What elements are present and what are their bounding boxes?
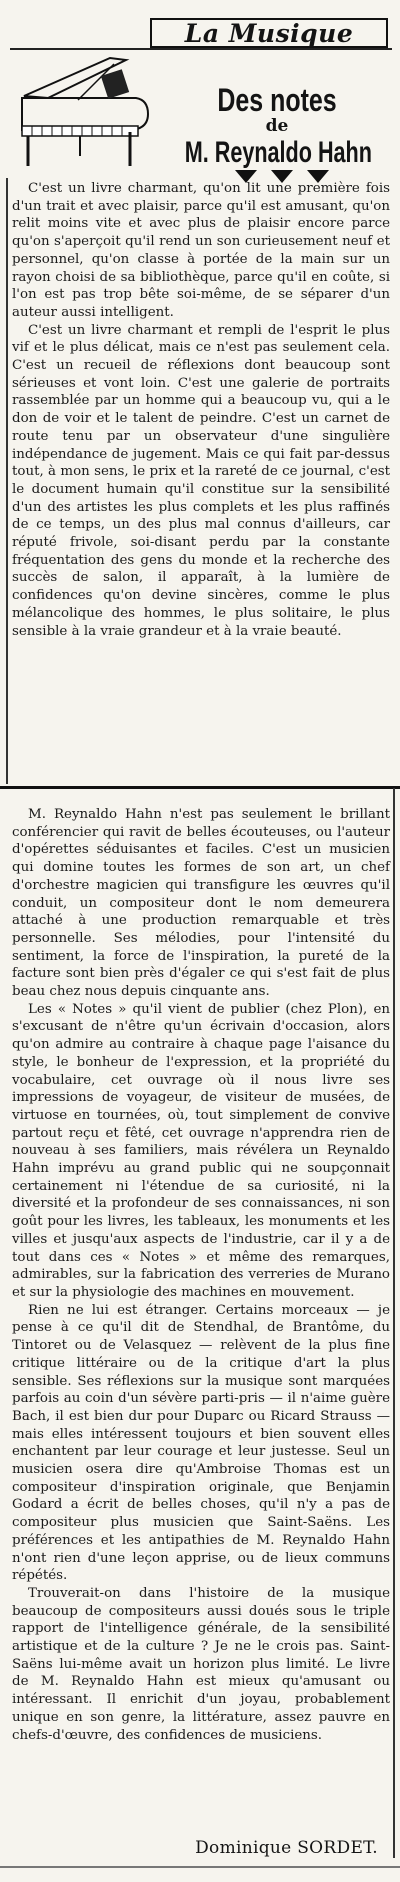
paragraph: M. Reynaldo Hahn n'est pas seulement le brillant conférencier qui ravit de belles écouteuses, ou l'auteur d'opérettes séduisantes et faciles. C'est un musicien qui domine toutes les formes de son art, un chef d'orchestre magicien qui transfigure les œuvres qu'il conduit, un compositeur dont le nom demeurera attaché à une production remarquable et très personnelle. Ses mélodies, pour l'intensité du sentiment, la force de l'inspiration, la pureté de la facture sont bien près d'égaler ce qui s'est fait de plus beau chez nous depuis cinquante ans.	[12, 807, 390, 1000]
paragraph: Trouverait-on dans l'histoire de la musique beaucoup de compositeurs aussi doués sous le triple rapport de l'intelligence générale, de la sensibilité artistique et de la culture ? Je ne le crois pas. Saint-Saëns lui-même avait un horizon plus limité. Le livre de M. Reynaldo Hahn est mieux qu'amusant ou intéressant. Il enrichit d'un joyau, probablement unique en son genre, la littérature, assez pauvre en chefs-d'œuvre, des confidences de musiciens.	[12, 1585, 390, 1743]
header-rule	[10, 48, 392, 50]
article-part-1	[12, 180, 390, 640]
section-banner: La Musique	[150, 18, 388, 48]
paragraph: Les « Notes » qu'il vient de publier (chez Plon), en s'excusant de n'être qu'un écrivain d'occasion, alors qu'on admire au contraire à chaque page l'aisance du style, le bonheur de l'expression, et la propriété du vocabulaire, cet ouvrage où il nous livre ses impressions de voyageur, de visiteur de musées, de virtuose en tournées, où, tout simplement de convive partout reçu et fêté, cet ouvrage n'apprendra rien de nouveau à ses familiers, mais révélera un Reynaldo Hahn imprévu au grand public qui ne soupçonnait certainement ni l'étendue de sa curiosité, ni la diversité et la profondeur de ses connaissances, ni son goût pour les livres, les tableaux, les monuments et les villes et jusqu'aux aspects de l'industrie, car il y a de tout dans ces « Notes » et même des remarques, admirables, sur la fabrication des verreries de Murano et sur la physiologie des machines en mouvement.	[12, 1001, 390, 1300]
paragraph: C'est un livre charmant, qu'on lit une première fois d'un trait et avec plaisir, parce qu'il est amusant, qu'on relit moins vite et avec plus de plaisir encore parce qu'on s'aperçoit qu'il rend un son curieusement neuf et personnel, qu'on classe à portée de la main sur un rayon choisi de sa bibliothèque, parce qu'il en coûte, si l'on est pas trop bête soi-même, de se séparer d'un auteur aussi intelligent.	[12, 181, 390, 320]
column-separator	[0, 786, 400, 789]
column-rule-left	[6, 178, 8, 784]
article-part-2	[12, 806, 390, 1744]
bottom-rule	[0, 1866, 400, 1868]
paragraph: C'est un livre charmant et rempli de l'esprit le plus vif et le plus délicat, mais ce n'est pas seulement cela. C'est un recueil de réflexions dont beaucoup sont sérieuses et vont loin. C'est une galerie de portraits rassemblée par un homme qui a beaucoup vu, qui a le don de voir et le talent de peindre. C'est un carnet de route tenu par un observateur d'une singulière indépendance de jugement. Mais ce qui fait par-dessus tout, à mon sens, le prix et la rareté de ce journal, c'est le document humain qu'il constitue sur la sensibilité d'un des artistes les plus complets et les plus raffinés de ce temps, un des plus mal connus d'ailleurs, car réputé frivole, soi-disant perdu par la constante fréquentation des gens du monde et la recherche des succès de salon, il apparaît, à la lumière de confidences qu'on devine sincères, comme le plus mélancolique des hommes, le plus solitaire, le plus sensible à la vraie grandeur et à la vraie beauté.	[12, 322, 390, 639]
author-signature: Dominique SORDET.	[195, 1838, 378, 1858]
grand-piano-icon	[18, 52, 154, 170]
title-line-2: de	[265, 116, 289, 136]
column-rule-right	[393, 788, 395, 1858]
title-line-3: M. Reynaldo Hahn	[184, 136, 372, 169]
title-line-1: Des notes	[217, 82, 337, 118]
paragraph: Rien ne lui est étranger. Certains morceaux — je pense à ce qu'il dit de Stendhal, de Brantôme, du Tintoret ou de Velasquez — relèvent de la plus fine critique littéraire ou de la critique d'art la plus sensible. Ses réflexions sur la musique sont marquées parfois au coin d'un sévère parti-pris — il n'aime guère Bach, il est bien dur pour Duparc ou Ricard Strauss — mais elles intéressent toujours et bien souvent elles enchantent par leur courage et leur justesse. Seul un musicien osera dire qu'Ambroise Thomas est un compositeur d'inspiration originale, que Benjamin Godard a écrit de belles choses, qu'il n'y a pas de compositeur plus musicien que Saint-Saëns. Les préférences et les antipathies de M. Reynaldo Hahn n'ont rien d'une leçon apprise, ou de lieux communs répétés.	[12, 1302, 390, 1584]
